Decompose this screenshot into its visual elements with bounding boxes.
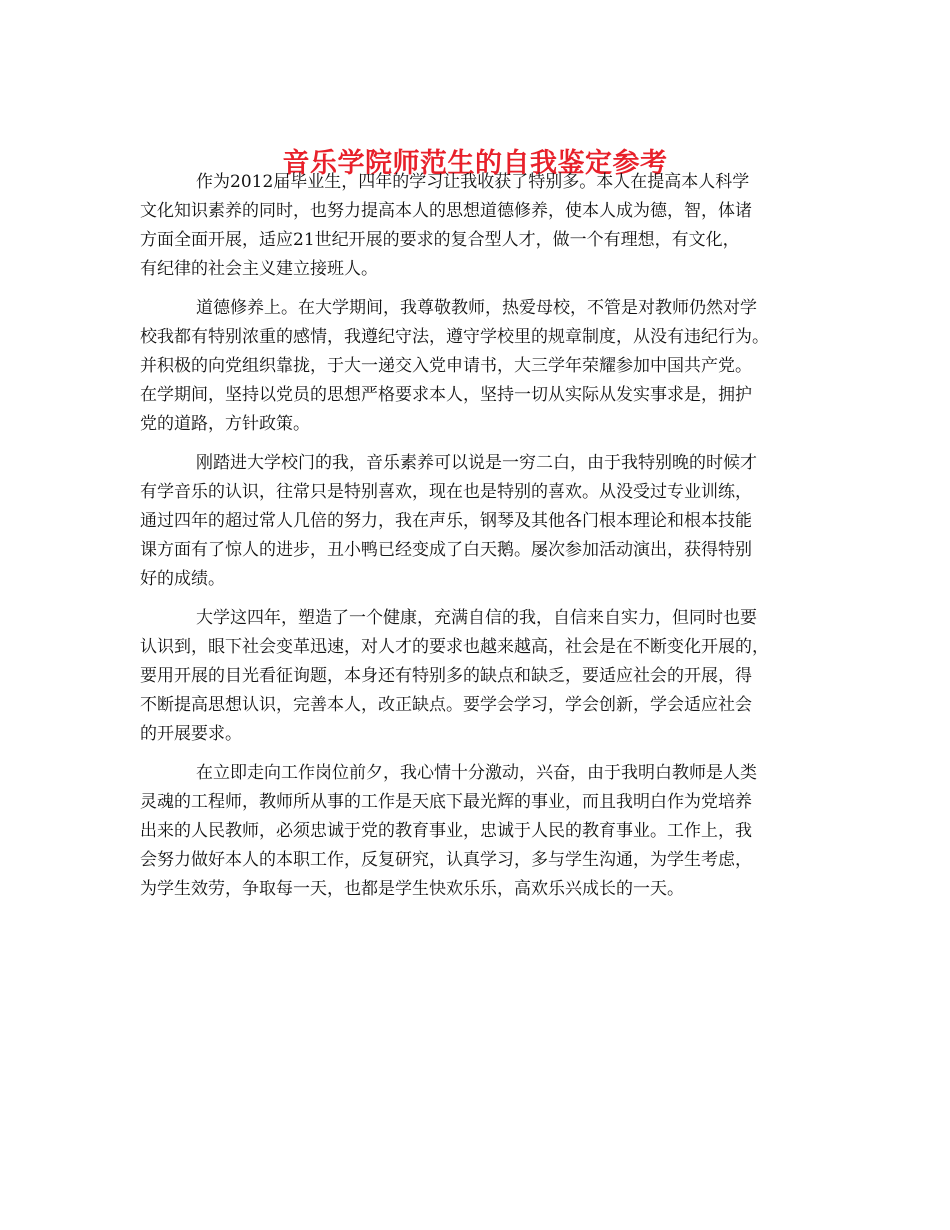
paragraph-line: 方面全面开展，适应21世纪开展的要求的复合型人才，做一个有理想，有文化， [140,230,740,250]
paragraph-line: 大学这四年，塑造了一个健康，充满自信的我，自信来自实力，但同时也要 [196,608,757,628]
document-title: 音乐学院师范生的自我鉴定参考 [282,148,668,180]
paragraph-line: 并积极的向党组织靠拢，于大一递交入党申请书，大三学年荣耀参加中国共产党。 [140,356,752,376]
paragraph-line: 要用开展的目光看征询题，本身还有特别多的缺点和缺乏，要适应社会的开展，得 [140,666,752,686]
paragraph-line: 刚踏进大学校门的我，音乐素养可以说是一穷二白，由于我特别晚的时候才 [196,453,757,473]
paragraph [140,168,815,284]
paragraph-line: 通过四年的超过常人几倍的努力，我在声乐，钢琴及其他各门根本理论和根本技能 [140,511,752,531]
paragraph-line: 作为2012届毕业生，四年的学习让我收获了特别多。本人在提高本人科学 [196,172,750,192]
paragraph-line: 有学音乐的认识，往常只是特别喜欢，现在也是特别的喜欢。从没受过专业训练， [140,482,752,502]
paragraph [140,759,815,904]
paragraph-line: 课方面有了惊人的进步，丑小鸭已经变成了白天鹅。屡次参加活动演出，获得特别 [140,540,752,560]
paragraph-line: 文化知识素养的同时，也努力提高本人的思想道德修养，使本人成为德，智，体诸 [140,201,752,221]
paragraph-line: 灵魂的工程师，教师所从事的工作是天底下最光辉的事业，而且我明白作为党培养 [140,792,752,812]
paragraph [140,294,815,439]
paragraph [140,449,815,594]
paragraph-line: 道德修养上。在大学期间，我尊敬教师，热爱母校，不管是对教师仍然对学 [196,298,757,318]
document-body [140,168,815,914]
paragraph [140,604,815,749]
paragraph-line: 有纪律的社会主义建立接班人。 [140,259,378,279]
paragraph-line: 认识到，眼下社会变革迅速，对人才的要求也越来越高，社会是在不断变化开展的， [140,637,769,657]
paragraph-line: 不断提高思想认识，完善本人，改正缺点。要学会学习，学会创新，学会适应社会 [140,695,752,715]
paragraph-line: 出来的人民教师，必须忠诚于党的教育事业，忠诚于人民的教育事业。工作上，我 [140,821,752,841]
paragraph-line: 的开展要求。 [140,724,242,744]
paragraph-line: 校我都有特别浓重的感情，我遵纪守法，遵守学校里的规章制度，从没有违纪行为。 [140,327,769,347]
paragraph-line: 在立即走向工作岗位前夕，我心情十分激动，兴奋，由于我明白教师是人类 [196,763,757,783]
paragraph-line: 会努力做好本人的本职工作，反复研究，认真学习，多与学生沟通，为学生考虑， [140,850,752,870]
paragraph-line: 好的成绩。 [140,569,225,589]
paragraph-line: 党的道路，方针政策。 [140,414,310,434]
paragraph-line: 为学生效劳，争取每一天，也都是学生快欢乐乐，高欢乐兴成长的一天。 [140,879,684,899]
paragraph-line: 在学期间，坚持以党员的思想严格要求本人，坚持一切从实际从发实事求是，拥护 [140,385,752,405]
